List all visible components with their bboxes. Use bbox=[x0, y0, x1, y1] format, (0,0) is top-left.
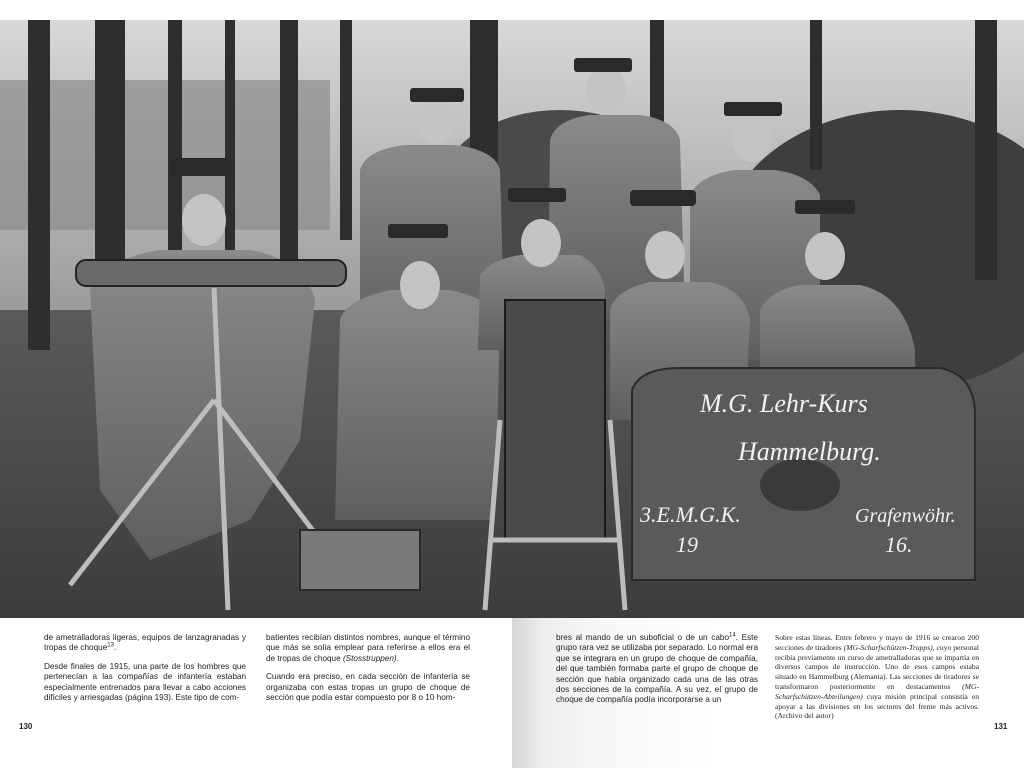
paragraph: Desde finales de 1915, una parte de los hombres que pertenecían a las compañías de infantería estaban especialmente entrenados para llevar a cabo acciones difíciles y arriesgadas (página 193). Este tipo de com- bbox=[44, 661, 246, 703]
shield-text-line-6: 16. bbox=[885, 532, 913, 557]
shield-text-line-1: M.G. Lehr-Kurs bbox=[700, 389, 868, 418]
shield-text-line-3: 3.E.M.G.K. bbox=[640, 502, 741, 527]
page-number-left: 130 bbox=[19, 722, 33, 731]
paragraph: batientes recibían distintos nombres, aunque el término que más se solía emplear para referirse a ellos era el de tropas de choque (Stosstruppen). bbox=[266, 633, 470, 663]
left-page-column-1 bbox=[44, 633, 246, 703]
right-page-column-1 bbox=[556, 633, 758, 706]
paragraph: de ametralladoras ligeras, equipos de lanzagranadas y tropas de choque$^{13}$. bbox=[44, 633, 246, 653]
photo-caption: Sobre estas líneas. Entre febrero y mayo de 1916 se crearon 200 secciones de tiradores (MG-Scharfschützen-Trupps), cuyo personal recibía previamente un curso de ametralladoras que se impartía en diversos campos de instrucción. Uno de esos campos estaba situado en Hammelburg (Alemania). Las secciones de tiradores se transformaron posteriormente en destacamentos (MG-Scharfschützen-Abteilungen) cuya misión principal consistía en apoyar a las divisiones en los sectores del frente más activos. (Archivo del autor) bbox=[775, 633, 979, 721]
shield-text-line-4: Grafenwöhr. bbox=[855, 505, 956, 527]
historical-photo bbox=[0, 20, 1024, 618]
shield-text-line-5: 19 bbox=[676, 532, 698, 557]
left-page-column-2 bbox=[266, 633, 470, 703]
paragraph: bres al mando de un suboficial o de un cabo$^{14}$. Este grupo rara vez se utilizaba por separado. Lo normal era que se integrara en un grupo de choque de compañía, del que también formaba parte el grupo de choque de sección que había organizado cada una de las otras dos secciones de la compañía. A su vez, el grupo de choque de compañía podía incorporarse a un bbox=[556, 632, 758, 705]
shield-text-line-2: Hammelburg. bbox=[738, 437, 881, 466]
photo-illustration bbox=[0, 20, 1024, 618]
paragraph: Cuando era preciso, en cada sección de infantería se organizaba con estas tropas un grupo de choque de sección que podía estar compuesto por 8 o 10 hom- bbox=[266, 672, 470, 703]
page-number-right: 131 bbox=[994, 722, 1008, 731]
